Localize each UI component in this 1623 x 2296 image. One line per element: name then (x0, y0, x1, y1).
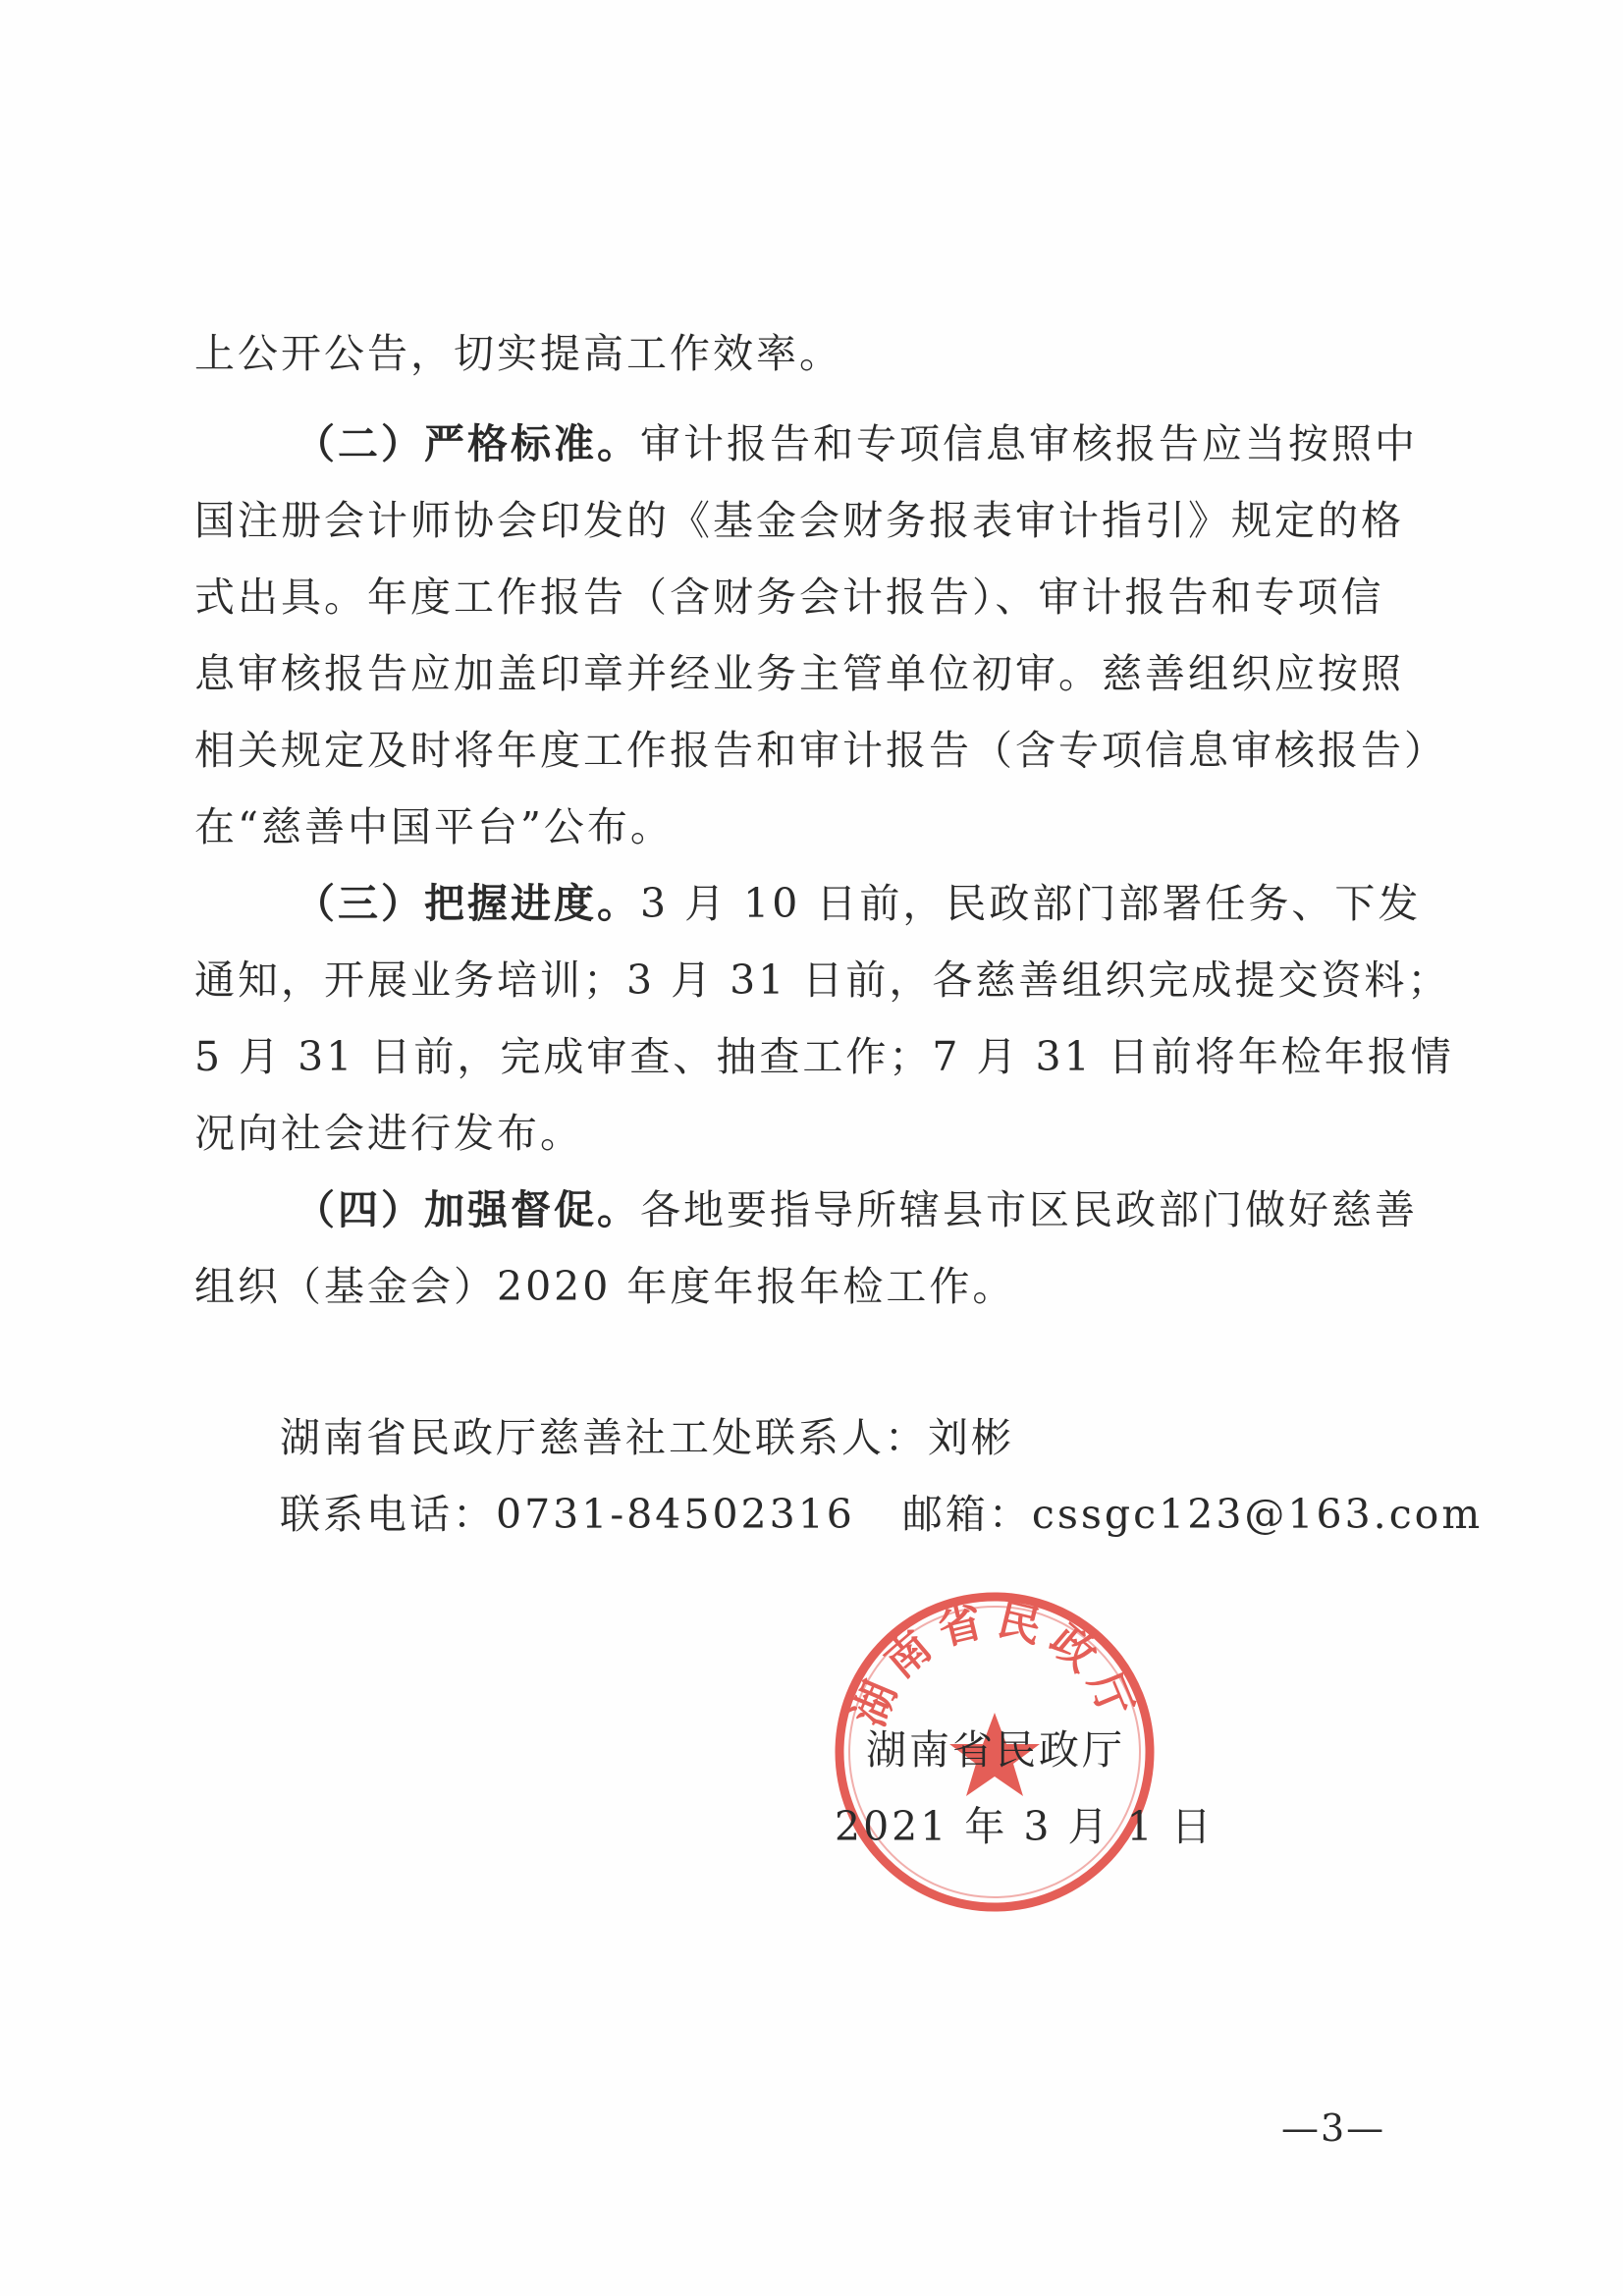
para2-line-6: 在“慈善中国平台”公布。 (194, 803, 674, 850)
email-label: 邮箱： (901, 1491, 1032, 1538)
email-address: cssgc123@163.com (1031, 1491, 1484, 1538)
body-line-1: 上公开公告，切实提高工作效率。 (194, 330, 842, 377)
seal-text: 湖南省民政厅 (843, 1594, 1146, 1734)
contact-person: 湖南省民政厅慈善社工处联系人：刘彬 (280, 1414, 1014, 1461)
para2-line-4: 息审核报告应加盖印章并经业务主管单位初审。慈善组织应按照 (194, 650, 1404, 697)
para3-first-line (295, 880, 1421, 927)
para2-line-3: 式出具。年度工作报告（含财务会计报告）、审计报告和专项信 (194, 574, 1384, 621)
para2-heading: （二）严格标准。 (295, 420, 640, 467)
phone-number: 0731-84502316 (496, 1491, 855, 1538)
signature-date: 2021 年 3 月 1 日 (835, 1803, 1215, 1850)
contact-line (280, 1491, 1483, 1538)
para3-line-2: 通知，开展业务培训；3 月 31 日前，各慈善组织完成提交资料； (194, 957, 1451, 1004)
para2-first-text: 审计报告和专项信息审核报告应当按照中 (640, 420, 1418, 467)
para3-heading: （三）把握进度。 (295, 880, 640, 927)
para4-first-line (295, 1186, 1418, 1233)
para4-first-text: 各地要指导所辖县市区民政部门做好慈善 (640, 1186, 1418, 1233)
svg-text:湖南省民政厅 (844, 1594, 1146, 1733)
signature-org: 湖南省民政厅 (866, 1726, 1125, 1774)
para3-line-3: 5 月 31 日前，完成审查、抽查工作；7 月 31 日前将年检年报情 (194, 1033, 1454, 1080)
para4-heading: （四）加强督促。 (295, 1186, 640, 1233)
para2-line-5: 相关规定及时将年度工作报告和审计报告（含专项信息审核报告） (194, 727, 1447, 774)
page-number: —3— (1281, 2106, 1386, 2150)
phone-label: 联系电话： (280, 1491, 496, 1538)
para3-line-4: 况向社会进行发布。 (194, 1110, 583, 1157)
para3-first-text: 3 月 10 日前，民政部门部署任务、下发 (640, 880, 1422, 927)
para2-first-line (295, 420, 1418, 467)
para2-line-2: 国注册会计师协会印发的《基金会财务报表审计指引》规定的格 (194, 497, 1404, 544)
para4-line-2: 组织（基金会）2020 年度年报年检工作。 (194, 1263, 1016, 1310)
